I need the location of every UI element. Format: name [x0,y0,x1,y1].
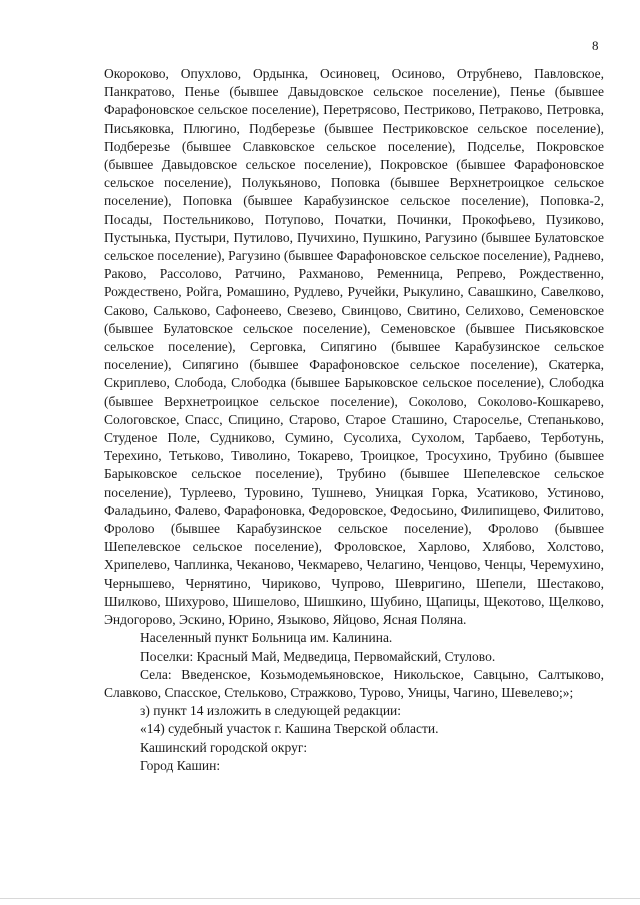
item-z-line: з) пункт 14 изложить в следующей редакции: [140,703,402,719]
sela-line: Села: Введенское, Козьмодемьяновское, Никольское, Савцыно, Салтыково, Славково, Спасское, Стельково, Стражково, Турово, Уницы, Чагино, Шевелево;»; [104,666,604,700]
poselki-line: Поселки: Красный Май, Медведица, Первомайский, Стулово. [140,648,496,664]
okrug-line: Кашинский городской округ: [140,739,308,755]
villages-list-paragraph: Окороково, Опухлово, Ордынка, Осиновец, Осиново, Отрубнево, Павловское, Панкратово, Пенье (бывшее Давыдовское сельское поселение), Пенье (бывшее Фарафоновское сельское поселение), Перетрясово, Пестриково, Петраково, Петровка, Письяковка, Плюгино, Подберезье (бывшее Пестриковское сельское поселение), Подберезье (бывшее Славковское сельское поселение), Подселье, Покровское (бывшее Давыдовское сельское поселение), Покровское (бывшее Фарафоновское сельское поселение), Полукьяново, Поповка (бывшее Верхнетроицкое сельское поселение), Поповка (бывшее Карабузинское сельское поселение), Поповка-2, Посады, Постельниково, Потупово, Початки, Починки, Прокофьево, Пузиково, Пустынька, Пустыри, Путилово, Пучихино, Пушкино, Рагузино (бывшее Булатовское сельское поселение), Рагузино (бывшее Фарафоновское сельское поселение), Раднево, Раково, Рассолово, Ратчино, Рахманово, Ременница, Репрево, Рождественно, Рождествено, Ройга, Ромашино, Рудлево, Ручейки, Рыкулино, Савашкино, Савелково, Саково, Сальково, Сафонеево, Свезево, Свинцово, Свитино, Селихово, Семеновское (бывшее Булатовское сельское поселение), Семеновское (бывшее Письяковское сельское поселение), Серговка, Сипягино (бывшее Карабузинское сельское поселение), Сипягино (бывшее Фарафоновское сельское поселение), Скатерка, Скриплево, Слобода, Слободка (бывшее Барыковское сельское поселение), Слободка (бывшее Верхнетроицкое сельское поселение), Соколово, Соколово-Кошкарево, Сологовское, Спасс, Спицино, Старово, Старое Сташино, Староселье, Степаньково, Студеное Поле, Судниково, Сумино, Сусолиха, Сухолом, Тарбаево, Терботунь, Терехино, Тетьково, Тиволино, Токарево, Троицкое, Тросухино, Трубино (бывшее Барыковское сельское поселение), Трубино (бывшее Шепелевское сельское поселение), Турлеево, Туровино, Тушнево, Уницкая Горка, Усатиково, Устиново, Фаладьино, Фалево, Фарафоновка, Федоровское, Федосьино, Филипищево, Филитово, Фролово (бывшее Карабузинское сельское поселение), Фролово (бывшее Шепелевское сельское поселение), Фроловское, Харлово, Хлябово, Холстово, Хрипелево, Чаплинка, Чеканово, Чекмарево, Челагино, Ченцово, Ченцы, Черемухино, Чернышево, Чернятино, Чириково, Чупрово, Шевригино, Шепели, Шестаково, Шилково, Шихурово, Шишелово, Шишкино, Шубино, Щапицы, Щекотово, Щелково, Эндогорово, Эскино, Юрино, Языково, Яйцово, Ясная Поляна. [104,66,604,628]
city-line: Город Кашин: [140,757,221,773]
item-14-line: «14) судебный участок г. Кашина Тверской области. [140,721,439,737]
page-bottom-edge [0,898,640,899]
settlement-line: Населенный пункт Больница им. Калинина. [140,630,393,646]
page-number: 8 [592,38,599,53]
document-body [104,65,604,775]
